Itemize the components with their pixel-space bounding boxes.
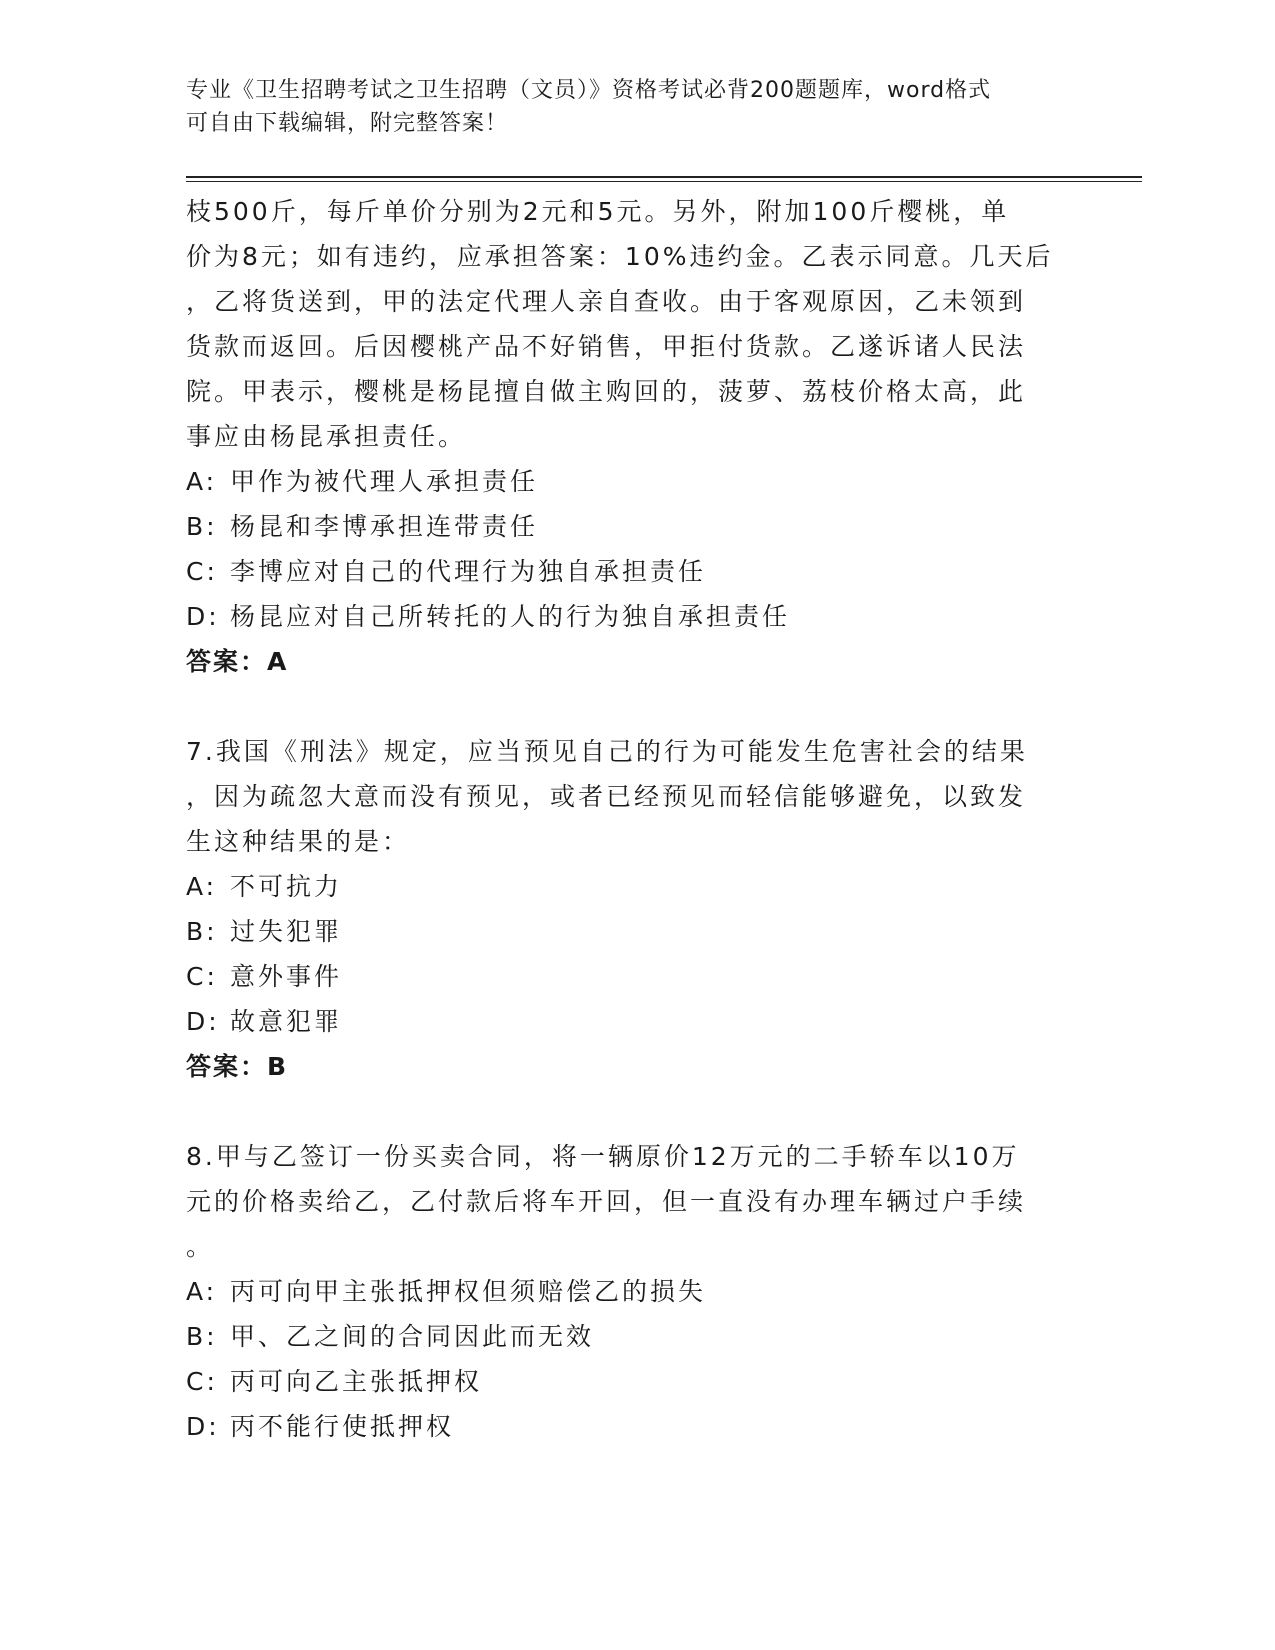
option-d — [186, 594, 1086, 639]
option-text: 李博应对自己的代理行为独自承担责任 — [230, 557, 707, 586]
question-text-line: 事应由杨昆承担责任。 — [186, 422, 467, 451]
option-text: 杨昆和李博承担连带责任 — [230, 512, 539, 541]
option-text: 丙不能行使抵押权 — [230, 1412, 455, 1441]
option-a — [186, 864, 1086, 909]
option-label: C: — [186, 1367, 218, 1396]
option-label: D: — [186, 1007, 220, 1036]
option-b — [186, 1314, 1086, 1359]
option-label: B: — [186, 512, 218, 541]
option-text: 不可抗力 — [230, 872, 343, 901]
document-body — [186, 189, 1086, 1449]
option-c — [186, 549, 1086, 594]
option-b — [186, 504, 1086, 549]
question-text-line: 元的价格卖给乙，乙付款后将车开回，但一直没有办理车辆过户手续 — [186, 1187, 1027, 1216]
option-text: 甲、乙之间的合同因此而无效 — [230, 1322, 595, 1351]
answer-line: 答案：B — [186, 1052, 289, 1081]
question-text-line: 8.甲与乙签订一份买卖合同，将一辆原价12万元的二手轿车以10万 — [186, 1142, 1020, 1171]
option-c — [186, 1359, 1086, 1404]
option-text: 意外事件 — [230, 962, 343, 991]
header-divider-thin — [186, 181, 1142, 182]
question-text-line: 货款而返回。后因樱桃产品不好销售，甲拒付货款。乙遂诉诸人民法 — [186, 332, 1027, 361]
option-a — [186, 459, 1086, 504]
option-text: 故意犯罪 — [230, 1007, 343, 1036]
page-header — [186, 74, 1086, 140]
question-text-line: 。 — [186, 1232, 215, 1261]
option-label: C: — [186, 962, 218, 991]
option-label: A: — [186, 872, 218, 901]
question-text-line: ，乙将货送到，甲的法定代理人亲自查收。由于客观原因，乙未领到 — [186, 287, 1027, 316]
question-spacer — [186, 1089, 1086, 1134]
question-text-line: 生这种结果的是： — [186, 827, 411, 856]
header-title-line-1: 专业《卫生招聘考试之卫生招聘（文员）》资格考试必背200题题库，word格式 — [186, 78, 992, 103]
question-text-line: ，因为疏忽大意而没有预见，或者已经预见而轻信能够避免，以致发 — [186, 782, 1027, 811]
option-b — [186, 909, 1086, 954]
option-label: B: — [186, 917, 218, 946]
header-divider-thick — [186, 176, 1142, 178]
question-7 — [186, 729, 1086, 1089]
option-label: A: — [186, 467, 218, 496]
option-text: 甲作为被代理人承担责任 — [230, 467, 539, 496]
option-label: D: — [186, 602, 220, 631]
question-spacer — [186, 684, 1086, 729]
question-text-line: 价为8元；如有违约，应承担答案：10%违约金。乙表示同意。几天后 — [186, 242, 1054, 271]
option-text: 丙可向甲主张抵押权但须赔偿乙的损失 — [230, 1277, 707, 1306]
option-label: B: — [186, 1322, 218, 1351]
option-label: C: — [186, 557, 218, 586]
question-text-line: 7.我国《刑法》规定，应当预见自己的行为可能发生危害社会的结果 — [186, 737, 1028, 766]
option-text: 过失犯罪 — [230, 917, 343, 946]
option-label: D: — [186, 1412, 220, 1441]
option-d — [186, 1404, 1086, 1449]
header-title-line-2: 可自由下载编辑，附完整答案！ — [186, 111, 509, 136]
option-c — [186, 954, 1086, 999]
question-6-continued — [186, 189, 1086, 684]
question-text-line: 枝500斤，每斤单价分别为2元和5元。另外，附加100斤樱桃，单 — [186, 197, 1010, 226]
answer-line: 答案：A — [186, 647, 289, 676]
question-8 — [186, 1134, 1086, 1449]
option-label: A: — [186, 1277, 218, 1306]
question-text-line: 院。甲表示，樱桃是杨昆擅自做主购回的，菠萝、荔枝价格太高，此 — [186, 377, 1027, 406]
option-a — [186, 1269, 1086, 1314]
option-text: 丙可向乙主张抵押权 — [230, 1367, 483, 1396]
option-text: 杨昆应对自己所转托的人的行为独自承担责任 — [230, 602, 791, 631]
option-d — [186, 999, 1086, 1044]
